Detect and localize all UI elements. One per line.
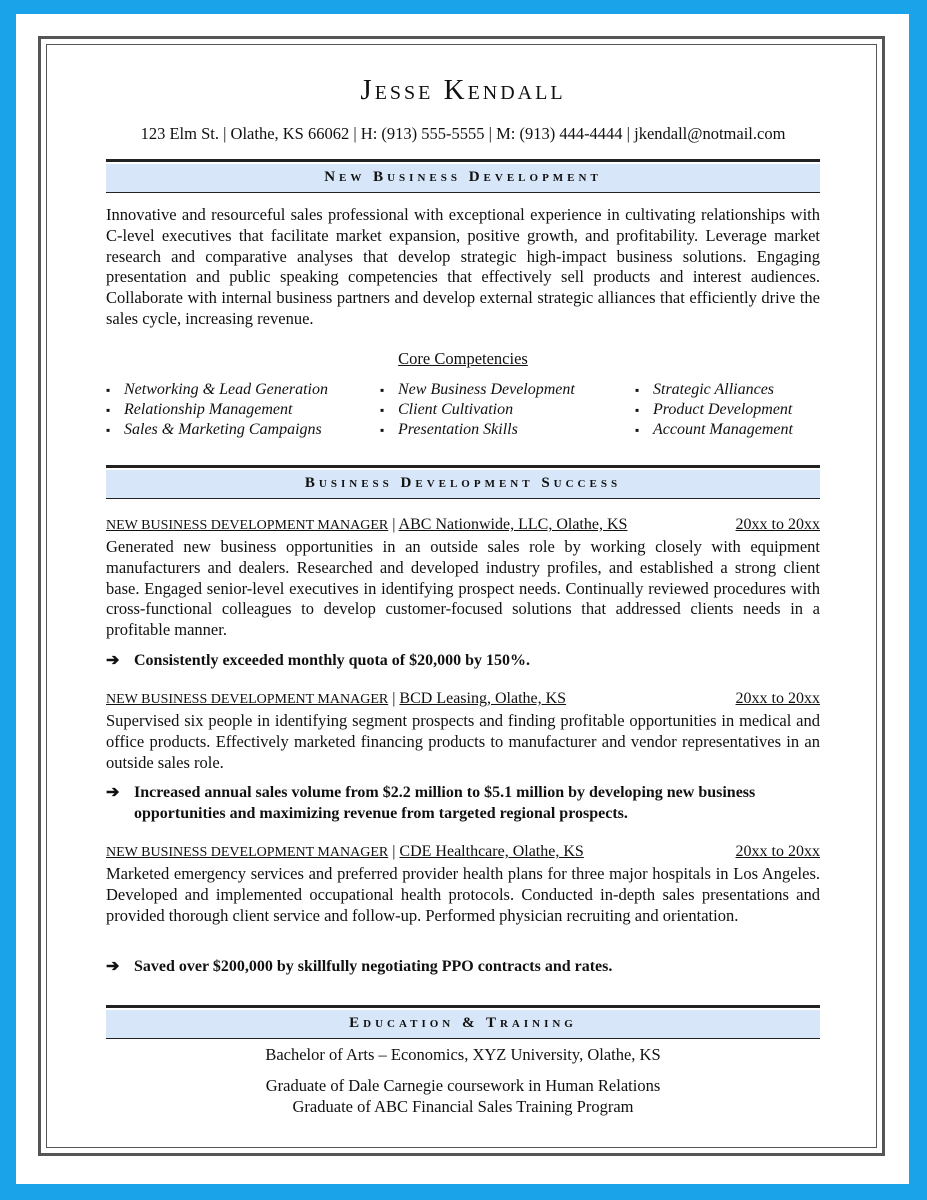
summary-paragraph: Innovative and resourceful sales professional with exceptional experience in cultivating relationships with C-level executives that facilitate market expansion, positive growth, and profitability. Leverage market research and comparative analyses that develop strategic high-impact business solutions. Engaging presentation and public speaking competencies that effectively sell products and interest audiences. Collaborate with internal business partners and develop external strategic alliances that efficiently drive the sales cycle, increasing revenue.	[106, 205, 820, 328]
job-title: NEW BUSINESS DEVELOPMENT MANAGER	[106, 845, 389, 860]
competency-item: ▪ Client Cultivation	[380, 400, 575, 420]
achievement-text: Consistently exceeded monthly quota of $20,000 by 150%.	[134, 652, 531, 669]
job-dates: 20xx to 20xx	[735, 516, 820, 533]
competency-item: ▪ Presentation Skills	[380, 420, 575, 440]
candidate-name: Jesse Kendall	[360, 74, 566, 106]
achievement-text: Saved over $200,000 by skillfully negotiating PPO contracts and rates.	[134, 958, 613, 975]
job-heading	[106, 516, 820, 534]
competency-column-3	[635, 380, 793, 440]
competency-item: ▪ Account Management	[635, 420, 793, 440]
job-company: ABC Nationwide, LLC, Olathe, KS	[398, 516, 628, 533]
job-achievement	[106, 782, 820, 824]
competency-item: ▪ Networking & Lead Generation	[106, 380, 328, 400]
job-title: NEW BUSINESS DEVELOPMENT MANAGER	[106, 518, 389, 533]
section-title: New Business Development	[324, 169, 602, 185]
competency-column-1	[106, 380, 328, 440]
education-training: Graduate of Dale Carnegie coursework in Human Relations	[265, 1076, 661, 1095]
job-company: BCD Leasing, Olathe, KS	[399, 690, 567, 707]
job-dates: 20xx to 20xx	[735, 843, 820, 860]
job-company: CDE Healthcare, Olathe, KS	[399, 843, 584, 860]
competency-column-2	[380, 380, 575, 440]
education-training: Graduate of ABC Financial Sales Training Program	[292, 1097, 634, 1116]
right-arrow-icon: ➔	[106, 784, 120, 801]
section-title: Education & Training	[349, 1015, 577, 1031]
competency-item: ▪ Relationship Management	[106, 400, 328, 420]
job-description: Generated new business opportunities in an outside sales role by working closely with equipment manufacturers and dealers. Researched and developed industry profiles, and established a strong client base. Engaged senior-level executives in identifying prospect needs. Continually reviewed procedures with cross-functional colleagues to develop customer-focused solutions that addressed clients needs in a profitable manner.	[106, 537, 820, 640]
section-title: Business Development Success	[304, 475, 622, 491]
job-heading	[106, 843, 820, 861]
job-title: NEW BUSINESS DEVELOPMENT MANAGER	[106, 692, 389, 707]
job-description: Marketed emergency services and preferred provider health plans for three major hospitals in Los Angeles. Developed and implemented occupational health protocols. Conducted in-depth sales presentations and provided thorough client service and follow-up. Performed physician recruiting and orientation.	[106, 864, 820, 925]
right-arrow-icon: ➔	[106, 958, 120, 975]
core-competencies-title: Core Competencies	[398, 349, 528, 368]
competency-item: ▪ Product Development	[635, 400, 793, 420]
separator: |	[392, 843, 396, 860]
job-description: Supervised six people in identifying segment prospects and finding profitable opportunities in medical and office products. Effectively marketed financing products to manufacturer and vendor representatives in an outside sales role.	[106, 711, 820, 772]
competency-item: ▪ New Business Development	[380, 380, 575, 400]
education-degree: Bachelor of Arts – Economics, XYZ University, Olathe, KS	[265, 1045, 661, 1064]
achievement-text: Increased annual sales volume from $2.2 million to $5.1 million by developing new business opportunities and maximizing revenue from targeted regional prospects.	[134, 784, 756, 822]
job-achievement	[106, 650, 820, 671]
section-header-summary	[106, 159, 820, 193]
job-heading	[106, 690, 820, 708]
competency-item: ▪ Strategic Alliances	[635, 380, 793, 400]
contact-line: 123 Elm St. | Olathe, KS 66062 | H: (913) 555-5555 | M: (913) 444-4444 | jkendall@notmail.com	[140, 124, 786, 143]
section-header-education	[106, 1005, 820, 1039]
resume-page	[16, 14, 909, 1184]
job-dates: 20xx to 20xx	[735, 690, 820, 707]
section-header-experience	[106, 465, 820, 499]
right-arrow-icon: ➔	[106, 652, 120, 669]
separator: |	[392, 690, 396, 707]
job-achievement	[106, 956, 820, 977]
competency-item: ▪ Sales & Marketing Campaigns	[106, 420, 328, 440]
separator: |	[392, 516, 396, 533]
